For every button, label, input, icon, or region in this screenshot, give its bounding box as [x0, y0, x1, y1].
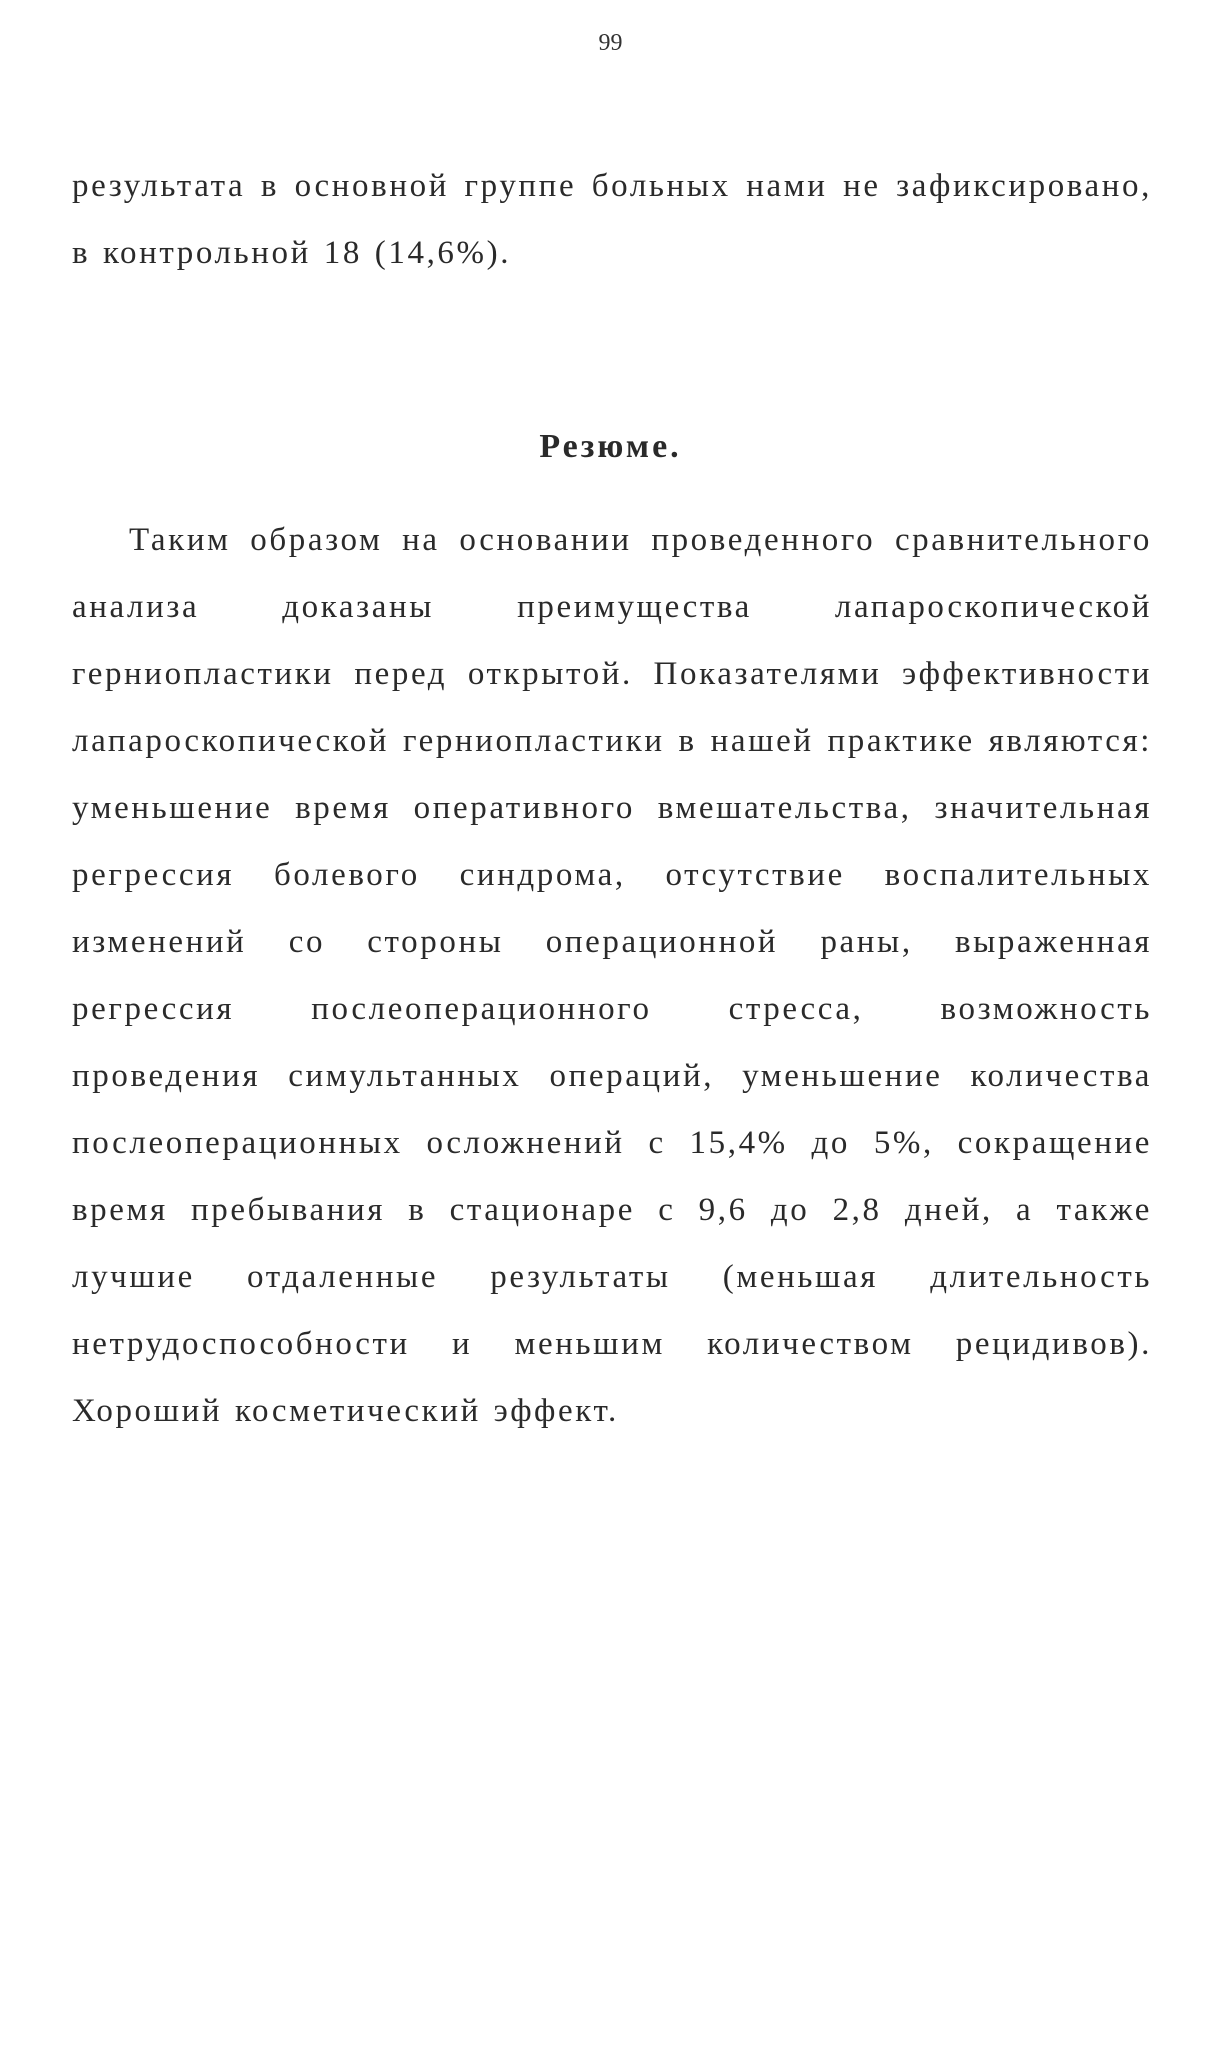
- page-number: 99: [598, 30, 623, 56]
- summary-paragraph: Таким образом на основании проведенного сравнительного анализа доказаны преимущества лапароскопической герниопластики перед открытой. Показателями эффективности лапароскопической герниопластики в нашей практике являются: уменьшение время оперативного вмешательства, значительная регрессия болевого синдрома, отсутствие воспалительных изменений со стороны операционной раны, выраженная регрессия послеоперационного стресса, возможность проведения симультанных операций, уменьшение количества послеоперационных осложнений с 15,4% до 5%, сокращение время пребывания в стационаре с 9,6 до 2,8 дней, а также лучшие отдаленные результаты (меньшая длительность нетрудоспособности и меньшим количеством рецидивов). Хороший косметический эффект.: [72, 522, 1152, 1429]
- summary-heading: Резюме.: [539, 428, 682, 466]
- continuation-paragraph: результата в основной группе больных нами не зафиксировано, в контрольной 18 (14,6%).: [72, 168, 1152, 271]
